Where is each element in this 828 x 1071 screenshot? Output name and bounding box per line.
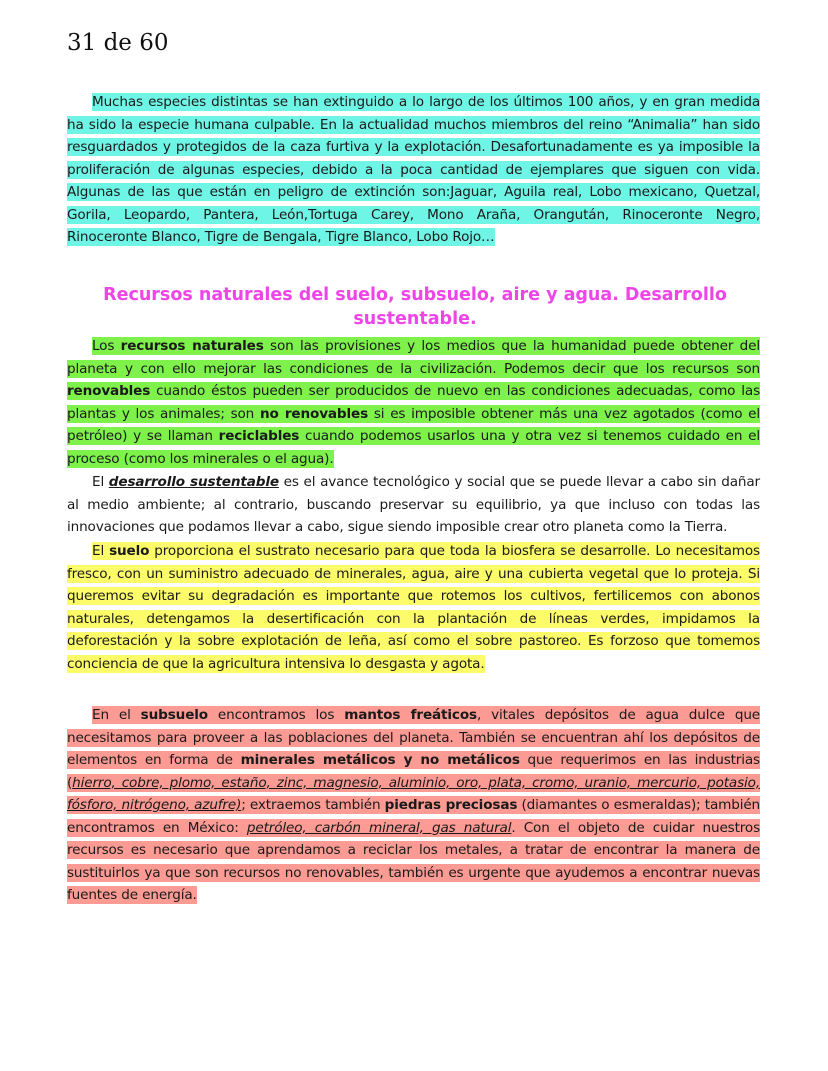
bold-term: renovables [67, 383, 151, 399]
text: El [92, 474, 109, 490]
section-heading: Recursos naturales del suelo, subsuelo, aire y agua. Desarrollo sustentable. [103, 285, 727, 329]
paragraph-natural-resources [67, 335, 760, 470]
paragraph-extinction [67, 91, 760, 249]
bold-term: recursos naturales [120, 338, 264, 354]
paragraph-soil [67, 540, 760, 675]
text: si es imposible obtener más una vez agotados (como el petróleo) y se llaman [67, 405, 760, 444]
text: Los [92, 338, 121, 354]
paragraph-subsoil [67, 704, 760, 907]
highlight-cyan: Muchas especies distintas se han extinguido a lo largo de los últimos 100 años, y en gran medida ha sido la especie humana culpable. En la actualidad muchos miembros del reino “Animalia” han sido resguardados y protegidos de la caza furtiva y la explotación. Desafortunadamente es ya imposible la proliferación de algunas especies, debido a la poca cantidad de ejemplares que siguen con vida. Algunas de las que están en peligro de extinción son:Jaguar, Aguila real, Lobo mexicano, Quetzal, Gorila, Leopardo, Pantera, León,Tortuga Carey, Mono Araña, Orangután, Rinoceronte Negro, Rinoceronte Blanco, Tigre de Bengala, Tigre Blanco, Lobo Rojo… [67, 94, 760, 245]
bold-italic-term: desarrollo sustentable [108, 474, 279, 490]
bold-term: subsuelo [140, 707, 208, 723]
bold-term: suelo [109, 543, 150, 559]
text: encontramos los [207, 707, 345, 723]
highlight-yellow [67, 542, 760, 673]
italic-underlined-list: petróleo, carbón mineral, gas natural [246, 819, 512, 836]
highlight-green [67, 337, 760, 468]
bold-term: no renovables [259, 405, 369, 422]
highlight-red [67, 706, 760, 904]
text: En el [92, 707, 141, 723]
text: son las provisiones y los medios que la humanidad puede obtener del planeta y con ello mejorar las condiciones de la civilización. Podemos decir que los recursos son [67, 338, 760, 377]
text: es el avance tecnológico y social que se puede llevar a cabo sin dañar al medio ambiente; al contrario, buscando preservar su equilibrio, ya que incluso con todas las innovaciones que podamos llevar a cabo, sigue siendo imposible crear otro planeta como la Tierra. [67, 474, 760, 535]
text: (diamantes o esmeraldas); también encontramos en México: [67, 797, 760, 836]
paragraph-sustainable-development [67, 471, 760, 539]
text: cuando podemos usarlos una y otra vez si tenemos cuidado en el proceso (como los minerales o el agua). [67, 428, 760, 467]
text: que requerimos en las industrias ( [67, 752, 760, 791]
bold-term: minerales metálicos y no metálicos [240, 752, 520, 768]
bold-term: mantos freáticos [344, 707, 477, 723]
bold-term: piedras preciosas [384, 797, 518, 813]
text: ; extraemos también [241, 797, 385, 813]
italic-underlined-list: hierro, cobre, plomo, estaño, zinc, magnesio, aluminio, oro, plata, cromo, uranio, mercurio, potasio, fósforo, nitrógeno, azufre) [67, 774, 760, 813]
text: proporciona el sustrato necesario para que toda la biosfera se desarrolle. Lo necesitamos fresco, con un suministro adecuado de minerales, agua, aire y una cubierta vegetal que lo proteja. Si queremos evitar su degradación es importante que rotemos los cultivos, fertilicemos con abonos naturales, detengamos la desertificación con la plantación de líneas verdes, impidamos la deforestación y la sobre explotación de leña, así como el sobre pastoreo. Es forzoso que tomemos conciencia de que la agricultura intensiva lo desgasta y agota. [67, 543, 760, 672]
text: El [92, 543, 110, 559]
text: , vitales depósitos de agua dulce que necesitamos para proveer a las poblaciones del planeta. También se encuentran ahí los depósitos de elementos en forma de [67, 707, 760, 768]
text: cuando éstos pueden ser producidos de nuevo en las condiciones adecuadas, como las plantas y los animales; son [67, 383, 760, 422]
bold-term: reciclables [218, 428, 300, 444]
page-number: 31 de 60 [67, 30, 169, 56]
text: . Con el objeto de cuidar nuestros recursos es necesario que aprendamos a reciclar los metales, a tratar de encontrar la manera de sustituirlos ya que son recursos no renovables, también es urgente que ayudemos a encontrar nuevas fuentes de energía. [67, 819, 761, 903]
